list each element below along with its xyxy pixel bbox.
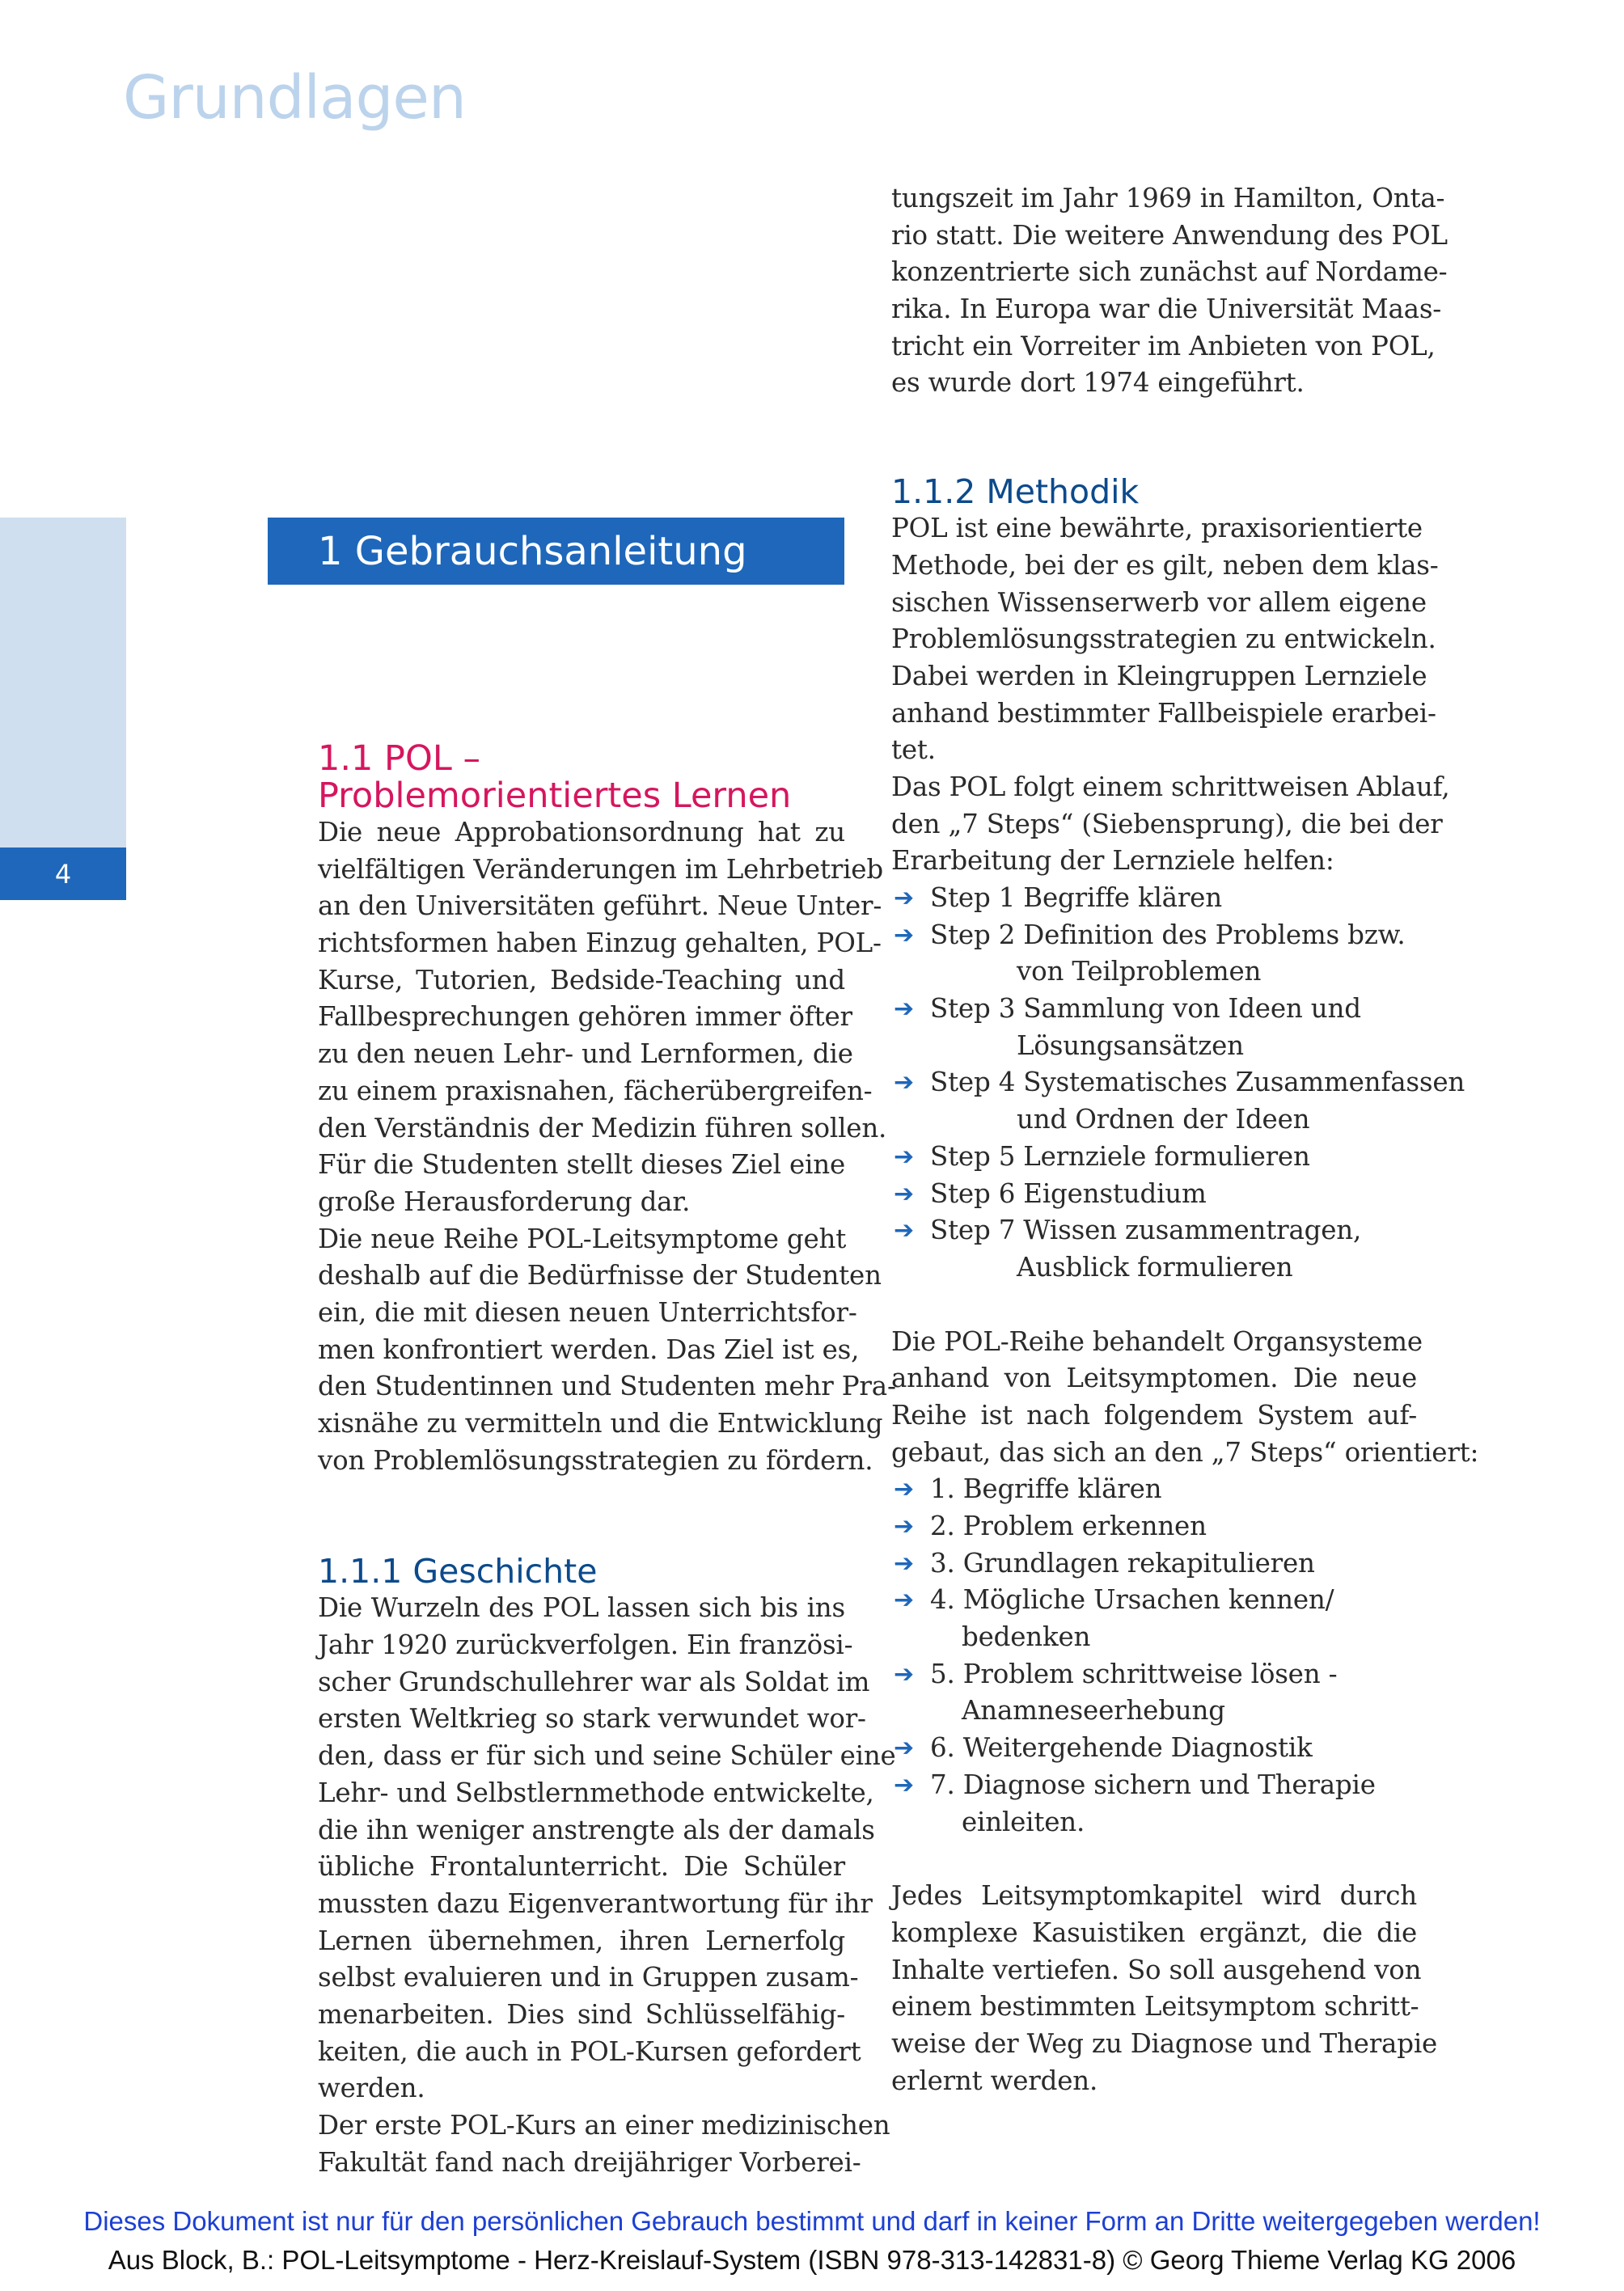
list-item-text: 6. Weitergehende Diagnostik (930, 1732, 1313, 1764)
text-line: rika. In Europa war die Universität Maas- (891, 294, 1442, 325)
arrow-right-icon: ➔ (894, 1549, 914, 1578)
list-item-text: Step 3 Sammlung von Ideen und (930, 993, 1361, 1025)
text-line: tungszeit im Jahr 1969 in Hamilton, Onta- (891, 183, 1445, 213)
arrow-right-icon: ➔ (894, 920, 914, 949)
list-item-text: 1. Begriffe klären (930, 1473, 1162, 1505)
text-line: deshalb auf die Bedürfnisse der Studenten (318, 1260, 882, 1291)
text-line: einem bestimmten Leitsymptom schritt- (891, 1991, 1419, 2023)
text-line: Kurse, Tutorien, Bedside-Teaching und (318, 964, 845, 995)
series-system-list (891, 1471, 1417, 1841)
subsection-title-methodik: 1.1.2 Methodik (891, 472, 1140, 512)
text-line: anhand von Leitsymptomen. Die neue (891, 1363, 1417, 1394)
arrow-right-icon: ➔ (894, 1068, 914, 1097)
arrow-right-icon: ➔ (894, 884, 914, 912)
footer-warning: Dieses Dokument ist nur für den persönlichen Gebrauch bestimmt und darf in keiner Form an Dritte weitergegeben werden! (83, 2206, 1541, 2236)
text-line: xisnähe zu vermitteln und die Entwicklung (318, 1408, 883, 1439)
arrow-right-icon: ➔ (894, 1586, 914, 1615)
text-line: scher Grundschullehrer war als Soldat im (318, 1666, 870, 1697)
text-line: anhand bestimmter Fallbeispiele erarbei- (891, 697, 1436, 729)
text-line: den „7 Steps“ (Siebensprung), die bei der (891, 808, 1443, 839)
list-item-text: Step 1 Begriffe klären (930, 882, 1222, 913)
arrow-right-icon: ➔ (894, 1179, 914, 1208)
list-item-text: Step 4 Systematisches Zusammenfassen (930, 1067, 1465, 1098)
text-line: konzentrierte sich zunächst auf Nordame- (891, 256, 1448, 288)
closing-paragraph (891, 1878, 1438, 2099)
list-item (891, 1139, 1417, 1176)
list-item (891, 917, 1417, 954)
subsection-title-geschichte: 1.1.1 Geschichte (318, 1552, 598, 1591)
text-line: werden. (318, 2073, 425, 2104)
arrow-right-icon: ➔ (894, 1512, 914, 1541)
text-line: Fallbesprechungen gehören immer öfter (318, 1001, 852, 1033)
arrow-right-icon: ➔ (894, 995, 914, 1024)
text-line: Fakultät fand nach dreijähriger Vorberei- (318, 2146, 861, 2178)
text-line: Jedes Leitsymptomkapitel wird durch (891, 1880, 1417, 1912)
list-item-text: 3. Grundlagen rekapitulieren (930, 1547, 1315, 1579)
right-column (891, 180, 1479, 2099)
list-item-text: 4. Mögliche Ursachen kennen/ (930, 1584, 1334, 1616)
arrow-right-icon: ➔ (894, 1142, 914, 1171)
text-line: zu einem praxisnahen, fächerübergreifen- (318, 1075, 873, 1106)
arrow-right-icon: ➔ (894, 1475, 914, 1504)
text-line: Die neue Reihe POL-Leitsymptome geht (318, 1223, 847, 1254)
text-line: Lehr- und Selbstlernmethode entwickelte, (318, 1777, 874, 1808)
series-description (891, 1324, 1479, 1472)
text-line: Reihe ist nach folgendem System auf- (891, 1399, 1417, 1431)
text-line: Die POL-Reihe behandelt Organsysteme (891, 1325, 1423, 1357)
text-line: tricht ein Vorreiter im Anbieten von POL, (891, 330, 1436, 361)
text-line: Jahr 1920 zurückverfolgen. Ein französi- (318, 1629, 853, 1661)
side-strip (0, 518, 126, 848)
text-line: übliche Frontalunterricht. Die Schüler (318, 1851, 845, 1883)
text-line: men konfrontiert werden. Das Ziel ist es, (318, 1334, 860, 1365)
list-item-continuation: Ausblick formulieren (1017, 1251, 1293, 1283)
text-line: rio statt. Die weitere Anwendung des POL (891, 219, 1448, 251)
section-title-line-1: 1.1 POL – (318, 738, 480, 779)
text-line: Der erste POL-Kurs an einer medizinischen (318, 2110, 890, 2141)
text-line: vielfältigen Veränderungen im Lehrbetrieb (318, 853, 883, 885)
list-item-continuation: Anamneseerhebung (962, 1695, 1225, 1727)
list-item (891, 1545, 1417, 1583)
text-line: Dabei werden in Kleingruppen Lernziele (891, 660, 1427, 691)
text-line: gebaut, das sich an den „7 Steps“ orientiert: (891, 1436, 1479, 1468)
list-item (891, 1064, 1465, 1101)
arrow-right-icon: ➔ (894, 1734, 914, 1763)
text-line: Die neue Approbationsordnung hat zu (318, 817, 845, 848)
text-line: komplexe Kasuistiken ergänzt, die die (891, 1917, 1417, 1948)
text-line: es wurde dort 1974 eingeführt. (891, 367, 1305, 399)
text-line: Für die Studenten stellt dieses Ziel eine (318, 1149, 845, 1181)
list-item (891, 1730, 1417, 1767)
list-item (891, 1767, 1417, 1804)
list-item (891, 1212, 1417, 1249)
section-title-line-2: Problemorientiertes Lernen (318, 776, 792, 816)
text-line: den, dass er für sich und seine Schüler eine (318, 1740, 896, 1772)
list-item (891, 1656, 1417, 1693)
list-item-text: Step 2 Definition des Problems bzw. (930, 919, 1406, 950)
list-item-text: 2. Problem erkennen (930, 1511, 1207, 1541)
text-line: tet. (891, 734, 936, 766)
subsection-body-geschichte-continued (891, 180, 1448, 402)
text-line: keiten, die auch in POL-Kursen gefordert (318, 2035, 861, 2067)
running-title: Grundlagen (123, 63, 466, 133)
text-line: den Studentinnen und Studenten mehr Pra- (318, 1371, 896, 1402)
text-line: selbst evaluieren und in Gruppen zusam- (318, 1962, 859, 1993)
list-item (891, 1471, 1417, 1508)
text-line: Das POL folgt einem schrittweisen Ablauf, (891, 771, 1450, 802)
text-line: den Verständnis der Medizin führen sollen. (318, 1112, 887, 1143)
subsection-body-geschichte (318, 1590, 896, 2181)
seven-steps-list (891, 880, 1465, 1287)
text-line: ersten Weltkrieg so stark verwundet wor- (318, 1703, 866, 1735)
list-item (891, 880, 1417, 917)
methodik-intro (891, 510, 1450, 880)
text-line: Problemlösungsstrategien zu entwickeln. (891, 623, 1436, 655)
text-line: POL ist eine bewährte, praxisorientierte (891, 513, 1423, 544)
list-item-continuation: bedenken (962, 1621, 1091, 1653)
text-line: an den Universitäten geführt. Neue Unter- (318, 890, 882, 922)
arrow-right-icon: ➔ (894, 1770, 914, 1799)
text-line: zu den neuen Lehr- und Lernformen, die (318, 1038, 853, 1070)
text-line: Erarbeitung der Lernziele helfen: (891, 845, 1334, 877)
text-line: sischen Wissenserwerb vor allem eigene (891, 586, 1427, 618)
chapter-title: 1 Gebrauchsanleitung (268, 518, 844, 585)
section-title (318, 740, 845, 814)
text-line: ein, die mit diesen neuen Unterrichtsfor- (318, 1296, 857, 1328)
list-item-text: Step 6 Eigenstudium (930, 1177, 1207, 1209)
list-item-continuation: von Teilproblemen (1017, 956, 1262, 987)
section-body (318, 814, 896, 1479)
list-item-text: Step 7 Wissen zusammentragen, (930, 1215, 1362, 1246)
footer-citation: Aus Block, B.: POL-Leitsymptome - Herz-Kreislauf-System (ISBN 978-313-142831-8) © Georg Thieme Verlag KG 2006 (108, 2245, 1516, 2275)
left-column (318, 738, 896, 2181)
list-item-text: 7. Diagnose sichern und Therapie (930, 1769, 1376, 1800)
arrow-right-icon: ➔ (894, 1216, 914, 1245)
text-line: Inhalte vertiefen. So soll ausgehend von (891, 1954, 1422, 1985)
list-item-continuation: einleiten. (962, 1806, 1085, 1837)
page-number: 4 (0, 848, 126, 900)
list-item (891, 991, 1417, 1028)
text-line: richtsformen haben Einzug gehalten, POL- (318, 928, 882, 959)
list-item-text: 5. Problem schrittweise lösen - (930, 1658, 1338, 1689)
list-item-text: Step 5 Lernziele formulieren (930, 1140, 1310, 1172)
text-line: Die Wurzeln des POL lassen sich bis ins (318, 1592, 845, 1624)
text-line: von Problemlösungsstrategien zu fördern. (318, 1444, 873, 1476)
text-line: weise der Weg zu Diagnose und Therapie (891, 2027, 1438, 2059)
list-item (891, 1508, 1417, 1545)
list-item-continuation: Lösungsansätzen (1017, 1029, 1244, 1061)
text-line: mussten dazu Eigenverantwortung für ihr (318, 1887, 873, 1919)
text-line: erlernt werden. (891, 2065, 1098, 2096)
text-line: menarbeiten. Dies sind Schlüsselfähig- (318, 1998, 845, 2030)
text-line: Methode, bei der es gilt, neben dem klas- (891, 549, 1439, 581)
arrow-right-icon: ➔ (894, 1659, 914, 1689)
list-item (891, 1582, 1417, 1619)
list-item-continuation: und Ordnen der Ideen (1017, 1104, 1310, 1135)
text-line: große Herausforderung dar. (318, 1186, 691, 1217)
text-line: Lernen übernehmen, ihren Lernerfolg (318, 1925, 845, 1956)
text-line: die ihn weniger anstrengte als der damals (318, 1814, 875, 1845)
list-item (891, 1176, 1417, 1213)
